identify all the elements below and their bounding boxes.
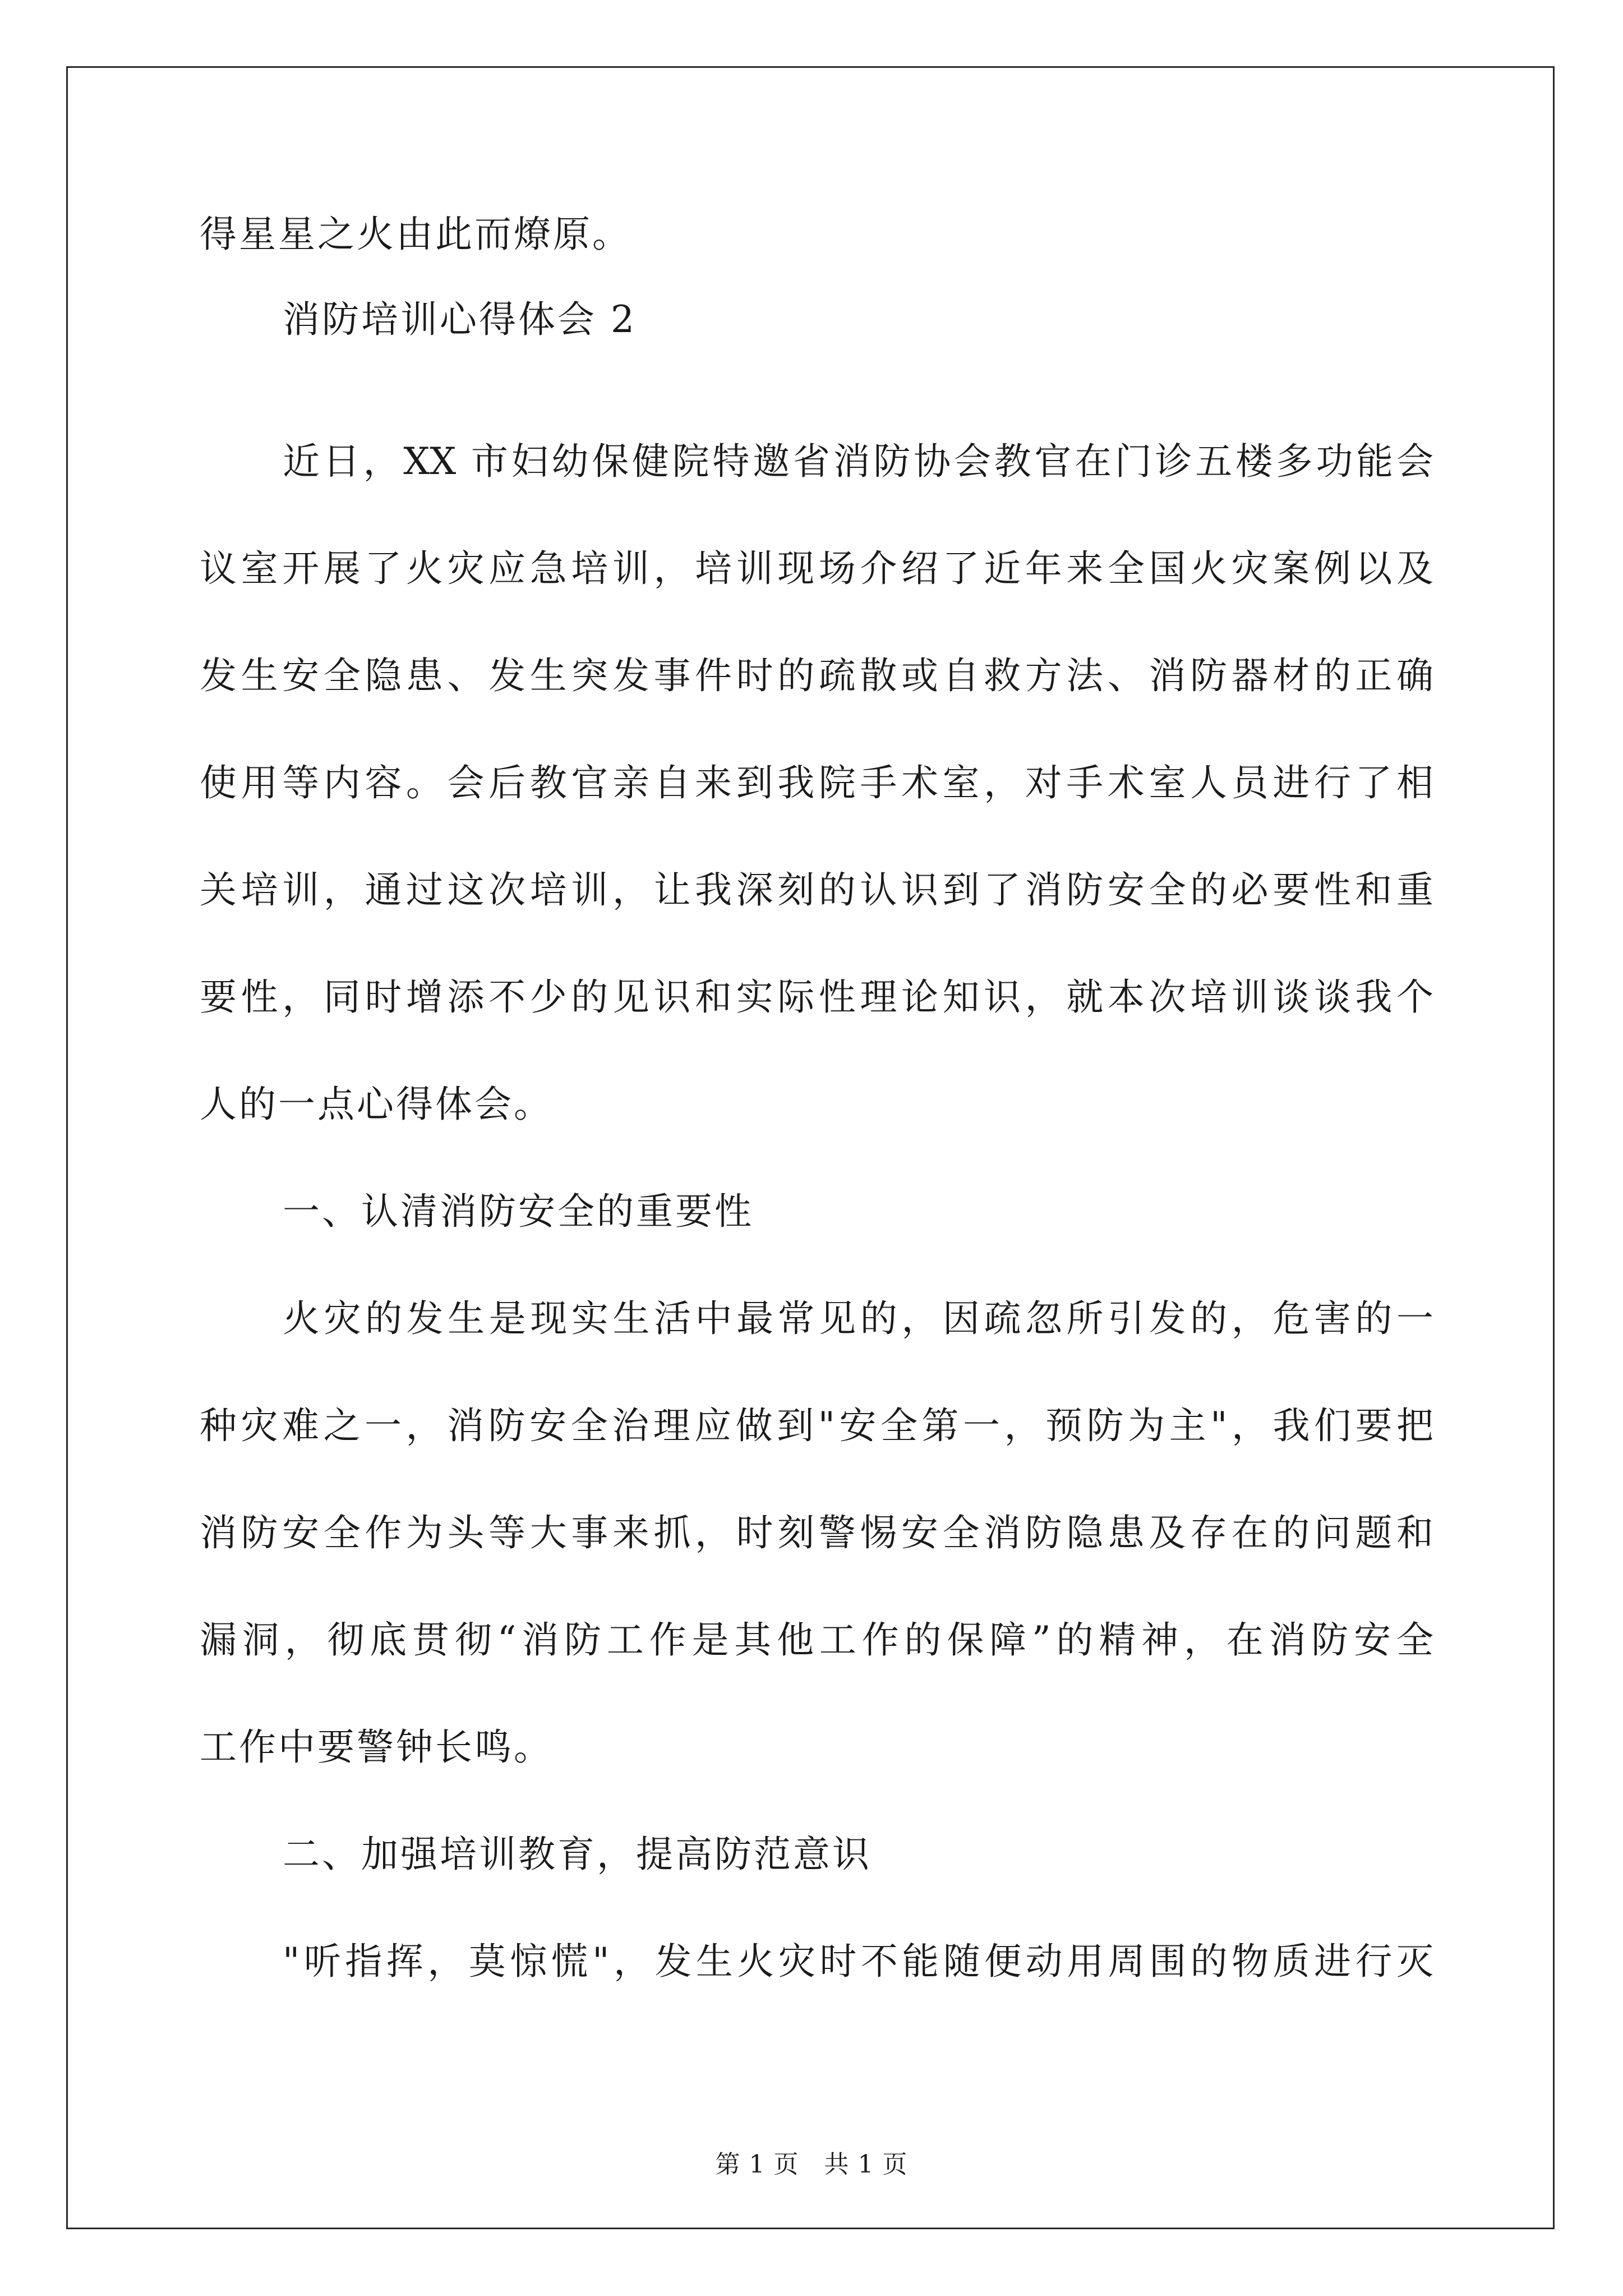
text-line-9: 人的一点心得体会。 (200, 1083, 553, 1126)
text-line-3: 近日，XX 市妇幼保健院特邀省消防协会教官在门诊五楼多功能会 (283, 440, 1433, 483)
text-line-1: 得星星之火由此而燎原。 (200, 213, 631, 256)
heading-2: 二、加强培训教育，提高防范意识 (283, 1833, 872, 1876)
text-line-14: 漏洞，彻底贯彻“消防工作是其他工作的保障”的精神，在消防安全 (200, 1618, 1433, 1662)
heading-1: 一、认清消防安全的重要性 (283, 1190, 754, 1233)
text-line-5: 发生安全隐患、发生突发事件时的疏散或自救方法、消防器材的正确 (200, 654, 1433, 697)
section-title-2: 消防培训心得体会 2 (283, 298, 637, 341)
text-line-13: 消防安全作为头等大事来抓，时刻警惕安全消防隐患及存在的问题和 (200, 1511, 1433, 1554)
page-footer: 第 1 页 共 1 页 (715, 2150, 908, 2179)
text-line-8: 要性，同时增添不少的见识和实际性理论知识，就本次培训谈谈我个 (200, 976, 1433, 1019)
text-line-12: 种灾难之一，消防安全治理应做到"安全第一，预防为主"，我们要把 (200, 1404, 1433, 1447)
text-line-17: "听指挥，莫惊慌"，发生火灾时不能随便动用周围的物质进行灭 (283, 1940, 1433, 1983)
text-line-4: 议室开展了火灾应急培训，培训现场介绍了近年来全国火灾案例以及 (200, 547, 1433, 590)
text-line-7: 关培训，通过这次培训，让我深刻的认识到了消防安全的必要性和重 (200, 868, 1433, 912)
text-line-15: 工作中要警钟长鸣。 (200, 1726, 553, 1769)
text-line-11: 火灾的发生是现实生活中最常见的，因疏忽所引发的，危害的一 (283, 1297, 1433, 1340)
page-frame (66, 66, 1555, 2229)
text-line-6: 使用等内容。会后教官亲自来到我院手术室，对手术室人员进行了相 (200, 761, 1433, 804)
